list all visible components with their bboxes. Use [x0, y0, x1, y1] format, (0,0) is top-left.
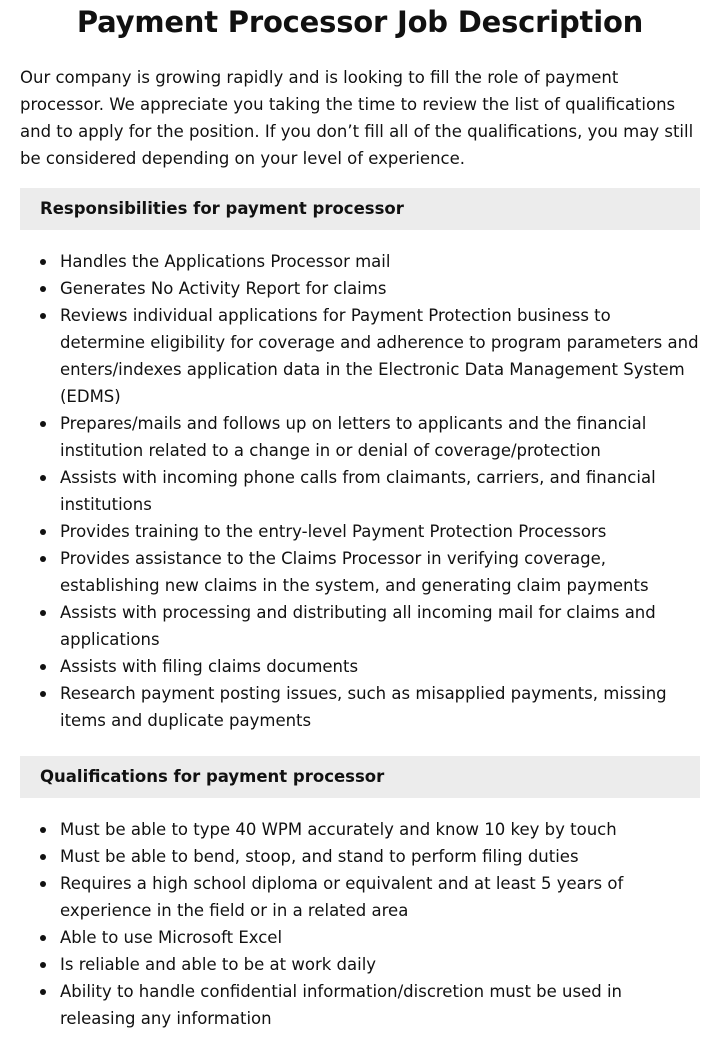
- qualifications-list: [20, 816, 700, 1032]
- list-item: Must be able to type 40 WPM accurately and know 10 key by touch: [20, 816, 700, 843]
- list-item: Assists with incoming phone calls from claimants, carriers, and financial institutions: [20, 464, 700, 518]
- list-item: Reviews individual applications for Payment Protection business to determine eligibility for coverage and adherence to program parameters and enters/indexes application data in the Electronic Data Management System (EDMS): [20, 302, 700, 410]
- spacer: [20, 734, 700, 752]
- bullet-icon: [40, 286, 46, 292]
- list-item: Assists with filing claims documents: [20, 653, 700, 680]
- bullet-icon: [40, 664, 46, 670]
- bullet-icon: [40, 610, 46, 616]
- list-item: Provides training to the entry-level Payment Protection Processors: [20, 518, 700, 545]
- responsibilities-list: [20, 248, 700, 734]
- bullet-icon: [40, 421, 46, 427]
- bullet-icon: [40, 529, 46, 535]
- bullet-icon: [40, 881, 46, 887]
- list-item: Research payment posting issues, such as misapplied payments, missing items and duplicate payments: [20, 680, 700, 734]
- bullet-icon: [40, 854, 46, 860]
- bullet-icon: [40, 313, 46, 319]
- list-item: Handles the Applications Processor mail: [20, 248, 700, 275]
- list-item: Able to use Microsoft Excel: [20, 924, 700, 951]
- bullet-icon: [40, 556, 46, 562]
- bullet-icon: [40, 475, 46, 481]
- qualifications-heading: Qualifications for payment processor: [20, 756, 700, 798]
- bullet-icon: [40, 259, 46, 265]
- list-item: Ability to handle confidential information/discretion must be used in releasing any information: [20, 978, 700, 1032]
- intro-paragraph: Our company is growing rapidly and is looking to fill the role of payment processor. We appreciate you taking the time to review the list of qualifications and to apply for the position. If you don’t fill all of the qualifications, you may still be considered depending on your level of experience.: [20, 68, 694, 168]
- responsibilities-heading: Responsibilities for payment processor: [20, 188, 700, 230]
- bullet-icon: [40, 935, 46, 941]
- list-item: Prepares/mails and follows up on letters to applicants and the financial institution related to a change in or denial of coverage/protection: [20, 410, 700, 464]
- list-item: Requires a high school diploma or equivalent and at least 5 years of experience in the field or in a related area: [20, 870, 700, 924]
- bullet-icon: [40, 989, 46, 995]
- list-item: Assists with processing and distributing all incoming mail for claims and applications: [20, 599, 700, 653]
- list-item: Generates No Activity Report for claims: [20, 275, 700, 302]
- list-item: Is reliable and able to be at work daily: [20, 951, 700, 978]
- page-title: Payment Processor Job Description: [76, 5, 644, 39]
- list-item: Provides assistance to the Claims Processor in verifying coverage, establishing new claims in the system, and generating claim payments: [20, 545, 700, 599]
- bullet-icon: [40, 827, 46, 833]
- list-item: Must be able to bend, stoop, and stand to perform filing duties: [20, 843, 700, 870]
- bullet-icon: [40, 691, 46, 697]
- bullet-icon: [40, 962, 46, 968]
